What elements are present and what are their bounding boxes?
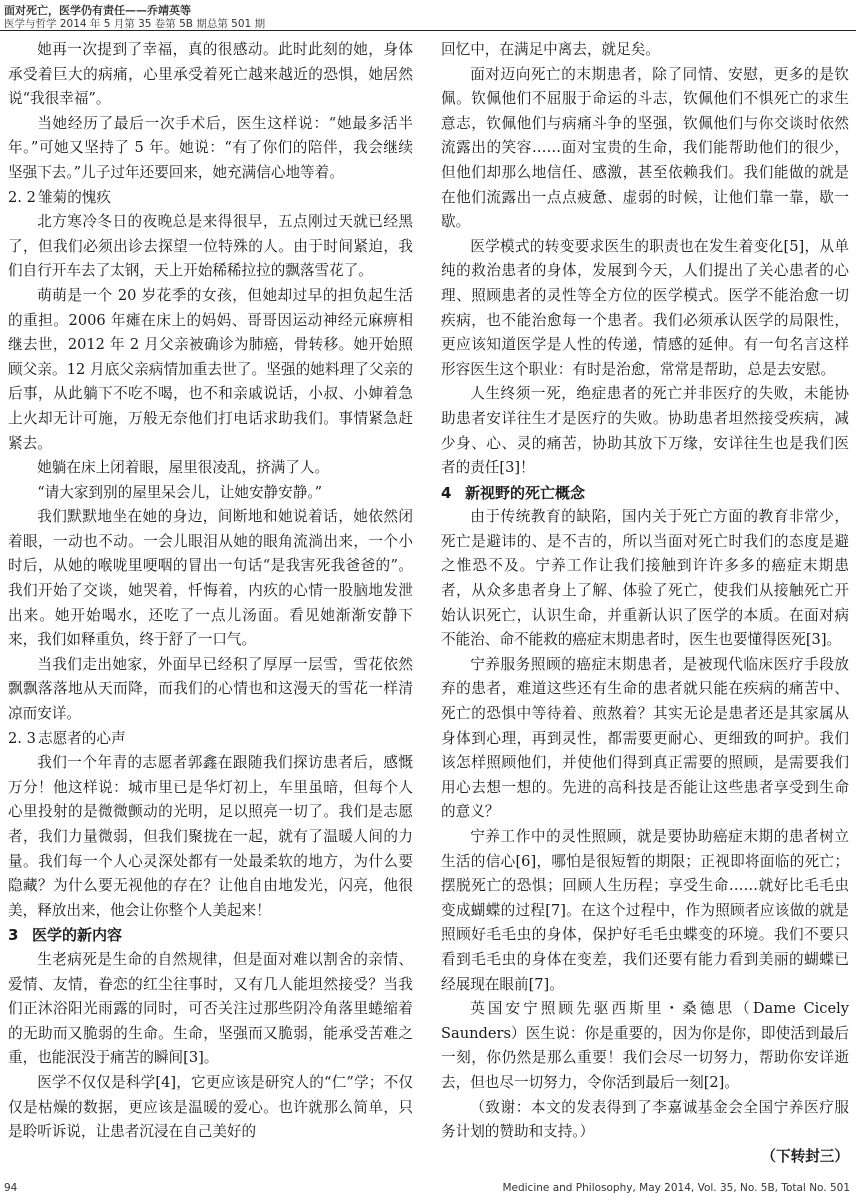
paragraph: 医学不仅仅是科学[4]，它更应该是研究人的“仁”学；不仅仅是枯燥的数据，更应该是温暖的爱心。也许就那么简单，只是聆听诉说，让患者沉浸在自己美好的 [8, 1073, 413, 1141]
paragraph: 由于传统教育的缺陷，国内关于死亡方面的教育非常少，死亡是避讳的、是不吉的，所以当面对死亡时我们的态度是避之惟恐不及。宁养工作让我们接触到许许多多的癌症末期患者，从众多患者身上了解、体验了死亡，使我们从接触死亡开始认识死亡，认识生命，并重新认识了医学的本质。在面对病不能治、命不能救的癌症末期患者时，医生也要懂得医死[3]。 [441, 508, 849, 649]
paragraph: 面对迈向死亡的末期患者，除了同情、安慰，更多的是钦佩。钦佩他们不屈服于命运的斗志，钦佩他们不惧死亡的求生意志，钦佩他们与病痛斗争的坚强，钦佩他们与你交谈时依然流露出的笑容……面对宝贵的生命，我们能帮助他们的很少，但他们却那么地信任、感激，甚至依赖我们。我们能做的就是在他们流露出一点点疲惫、虚弱的时候，让他们靠一靠，歇一歇。 [441, 65, 849, 231]
paragraph: 当我们走出她家，外面早已经积了厚厚一层雪，雪花依然飘飘落落地从天而降，而我们的心情也和这漫天的雪花一样清凉而安详。 [8, 655, 413, 723]
running-header-journal: 医学与哲学 2014 年 5 月第 35 卷第 5B 期总第 501 期 [4, 18, 266, 30]
paragraph: 回忆中，在满足中离去，就足矣。 [441, 41, 660, 58]
section-number: 2. 2 [8, 188, 36, 206]
paragraph: 当她经历了最后一次手术后，医生这样说：“她最多活半年。”可她又坚持了 5 年。她说：“有了你们的陪伴，我会继续坚强下去。”儿子过年还要回来，她充满信心地等着。 [8, 114, 413, 181]
paragraph: 英国安宁照顾先驱西斯里・桑德思（Dame Cicely Saunders）医生说：你是重要的，因为你是你，即使活到最后一刻，你仍然是那么重要！我们会尽一切努力，帮助你安详逝去，但也尽一切努力，令你活到最后一刻[2]。 [441, 1000, 849, 1091]
paragraph: （致谢：本文的发表得到了李嘉诚基金会全国宁养医疗服务计划的赞助和支持。） [441, 1098, 849, 1141]
section-heading [441, 481, 849, 506]
paragraph: 我们默默地坐在她的身边，间断地和她说着话，她依然闭着眼，一动也不动。一会儿眼泪从她的眼角流淌出来，一个小时后，从她的喉咙里哽咽的冒出一句话“是我害死我爸爸的”。我们开始了交谈，她哭着，忏悔着，内疚的心情一股脑地发泄出来。她开始喝水，还吃了一点儿汤面。看见她渐渐安静下来，我们如释重负，终于舒了一口气。 [8, 508, 413, 649]
paragraph: 她躺在床上闭着眼，屋里很凌乱，挤满了人。 [37, 459, 330, 477]
section-title: 志愿者的心声 [38, 729, 126, 747]
right-text-column [441, 38, 849, 1169]
section-number: 2. 3 [8, 729, 36, 747]
continued-note: （下转封三） [761, 1147, 849, 1165]
paragraph: 医学模式的转变要求医生的职责也在发生着变化[5]，从单纯的救治患者的身体，发展到今天，人们提出了关心患者的心理、照顾患者的灵性等全方位的医学模式。医学不能治愈一切疾病，也不能治愈每一个患者。我们必须承认医学的局限性，更应该知道医学是人性的传递，情感的延伸。有一句名言这样形容医生这个职业：有时是治愈，常常是帮助，总是去安慰。 [441, 237, 849, 378]
running-header-title: 面对死亡，医学仍有责任——乔靖英等 [4, 4, 191, 17]
page-number: 94 [4, 1182, 18, 1194]
section-title: 新视野的死亡概念 [465, 483, 586, 502]
paragraph: 宁养服务照顾的癌症末期患者，是被现代临床医疗手段放弃的患者，难道这些还有生命的患者就只能在疾病的痛苦中、死亡的恐惧中等待着、煎熬着？其实无论是患者还是其家属从身体到心理，再到灵性，都需要更耐心、更细致的呵护。我们该怎样照顾他们，并使他们得到真正需要的照顾，是需要我们用心去想一想的。先进的高科技是否能让这些患者享受到生命的意义？ [441, 655, 849, 821]
paragraph: 生老病死是生命的自然规律，但是面对难以割舍的亲情、爱情、友情，眷恋的红尘往事时，又有几人能坦然接受？当我们正沐浴阳光雨露的同时，可否关注过那些阴冷角落里蜷缩着的无助而又脆弱的生命。生命，坚强而又脆弱，能承受苦难之重，也能泯没于痛苦的瞬间[3]。 [8, 950, 413, 1067]
paragraph: 人生终须一死，绝症患者的死亡并非医疗的失败，未能协助患者安详往生才是医疗的失败。协助患者坦然接受疾病，减少身、心、灵的痛苦，协助其放下万缘，安详往生也是我们医者的责任[3]！ [441, 385, 849, 477]
section-title: 医学的新内容 [32, 926, 123, 945]
left-text-column [8, 38, 413, 1145]
paragraph: 北方寒冷冬日的夜晚总是来得很早，五点刚过天就已经黑了，但我们必须出诊去探望一位特殊的人。由于时间紧迫，我们自行开车去了太钢，天上开始稀稀拉拉的飘落雪花了。 [8, 213, 413, 280]
header-rule [0, 30, 856, 31]
paragraph: 萌萌是一个 20 岁花季的女孩，但她却过早的担负起生活的重担。2006 年瘫在床上的妈妈、哥哥因运动神经元麻痹相继去世，2012 年 2 月父亲被确诊为肺癌，骨转移。她开始照顾父亲。12 月底父亲病情加重去世了。坚强的她料理了父亲的后事，从此躺下不吃不喝，也不和亲戚说话，小叔、小婶着急上火却无计可施，万般无奈他们打电话求助我们。事情紧急赶紧去。 [8, 286, 413, 452]
section-title: 雏菊的愧疚 [38, 188, 111, 206]
paragraph: “请大家到别的屋里呆会儿，让她安静安静。” [37, 483, 323, 501]
paragraph: 她再一次提到了幸福，真的很感动。此时此刻的她，身体承受着巨大的病痛，心里承受着死亡越来越近的恐惧，她居然说“我很幸福”。 [8, 41, 413, 108]
section-heading [8, 186, 413, 211]
section-number: 3 [8, 926, 19, 945]
paragraph: 宁养工作中的灵性照顾，就是要协助癌症末期的患者树立生活的信心[6]，哪怕是很短暂的期限；正视即将面临的死亡；摆脱死亡的恐惧；回顾人生历程；享受生命……就好比毛毛虫变成蝴蝶的过程[7]。在这个过程中，作为照顾者应该做的就是照顾好毛毛虫的身体，保护好毛毛虫蝶变的环境。我们不要只看到毛毛虫的身体在变差，我们还要有能力看到美丽的蝴蝶已经展现在眼前[7]。 [441, 828, 849, 993]
footer-journal-citation: Medicine and Philosophy, May 2014, Vol. 35, No. 5B, Total No. 501 [502, 1182, 850, 1194]
paragraph: 我们一个年青的志愿者郭鑫在跟随我们探访患者后，感慨万分！他这样说：城市里已是华灯初上，车里虽暗，但每个人心里投射的是微微颤动的光明，足以照亮一切了。我们是志愿者，我们力量微弱，但我们聚拢在一起，就有了温暖人间的力量。我们每一个人心灵深处都有一处最柔软的地方，为什么要隐藏？为什么要无视他的存在？让他自由地发光，闪亮，他很美，释放出来，他会让你整个人美起来！ [8, 754, 413, 919]
section-heading [8, 923, 413, 948]
section-heading [8, 727, 413, 752]
section-number: 4 [441, 483, 452, 502]
